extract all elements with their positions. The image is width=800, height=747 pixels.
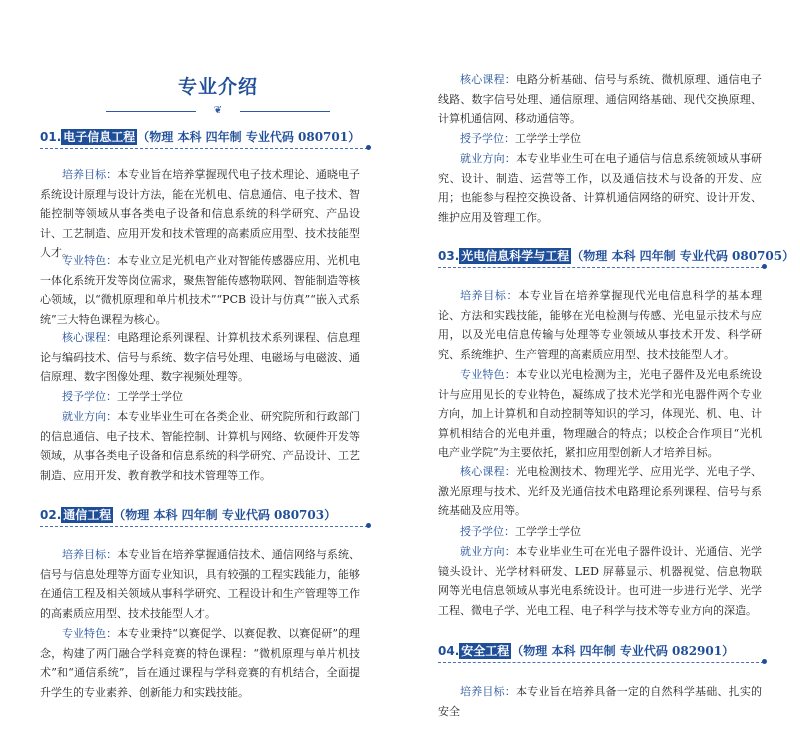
section-divider xyxy=(438,267,764,268)
section-number: 04. xyxy=(438,644,460,658)
paragraph-features xyxy=(438,365,762,463)
para-label: 专业特色： xyxy=(62,254,118,267)
paragraph-training-goal xyxy=(40,165,360,263)
major-meta: （物理 本科 四年制 专业代码 080701） xyxy=(137,130,361,144)
para-text: 本专业毕业生可在各类企业、研究院所和行政部门的信息通信、电子技术、智能控制、计算机与网络、软硬件开发等领域，从事各类电子设备和信息系统的科学研究、产品设计、工艺制造、应用开发、教育教学和技术管理等工作。 xyxy=(40,410,361,482)
flourish-icon: ❦ xyxy=(213,105,223,116)
para-label: 培养目标： xyxy=(460,685,516,698)
para-text: 本专业以光电检测为主，光电子器件及光电系统设计与应用见长的专业特色，凝练成了技术光学和光电器件两个专业方向，加上计算机和自动控制等知识的学习，体现光、机、电、计算机相结合的光电并重，物理融合的特点；以校企合作项目“光机电产业学院”为主要依托，紧扣应用型创新人才培养目标。 xyxy=(438,368,763,460)
paragraph-career xyxy=(438,542,762,620)
para-text: 本专业旨在培养掌握现代电子技术理论、通晓电子系统设计原理与设计方法，能在光机电、信息通信、电子技术、智能控制等领域从事各类电子设备和信息系统的科学研究、产品设计、工艺制造、应用开发和技术管理的高素质应用型、技术技能型人才。 xyxy=(40,168,361,260)
section-header-02 xyxy=(40,506,368,526)
para-text: 本专业秉持“以赛促学、以赛促教、以赛促研”的理念，构建了两门融合学科竞赛的特色课程：“微机原理与单片机技术”和“通信系统”，旨在通过课程与学科竞赛的有机结合，全面提升学生的专业素养、创新能力和实践技能。 xyxy=(40,627,360,699)
para-label: 授予学位： xyxy=(460,525,515,538)
para-text: 本专业毕业生可在光电子器件设计、光通信、光学镜头设计、光学材料研发、LED 屏幕显示、机器视觉、信息物联网等光电信息领域从事光电系统设计。也可进一步进行光学、光学工程、微电子学、光电工程、电子科学与技术等专业方向的深造。 xyxy=(438,545,763,617)
major-meta: （物理 本科 四年制 专业代码 082901） xyxy=(511,644,735,658)
para-label: 培养目标： xyxy=(62,168,118,181)
paragraph-degree xyxy=(438,129,762,149)
para-label: 就业方向： xyxy=(62,410,118,423)
paragraph-degree xyxy=(40,387,360,407)
major-name: 电子信息工程 xyxy=(63,130,136,144)
page-title-block xyxy=(88,72,348,119)
para-label: 核心课程： xyxy=(460,465,516,478)
para-label: 专业特色： xyxy=(460,368,516,381)
section-divider xyxy=(40,148,368,149)
para-label: 授予学位： xyxy=(460,132,515,145)
para-label: 授予学位： xyxy=(62,390,117,403)
para-text: 工学学士学位 xyxy=(515,525,581,538)
para-label: 培养目标： xyxy=(62,548,118,561)
major-name: 通信工程 xyxy=(63,508,112,522)
title-rule-right xyxy=(240,111,330,112)
para-label: 就业方向： xyxy=(460,152,516,165)
para-text: 本专业旨在培养掌握通信技术、通信网络与系统、信号与信息处理等方面专业知识，具有较强的工程实践能力，能够在通信工程及相关领域从事科学研究、工程设计和生产管理等工作的高素质应用型、技术技能型人才。 xyxy=(40,548,361,620)
para-label: 专业特色： xyxy=(62,627,118,640)
paragraph-features xyxy=(40,251,360,329)
paragraph-training-goal xyxy=(438,682,762,721)
para-text: 本专业毕业生可在电子通信与信息系统领域从事研究、设计、制造、运营等工作，以及通信技术与设备的开发、应用；也能参与程控交换设备、计算机通信网络的研究、设计开发、维护应用及管理工作。 xyxy=(438,152,763,224)
title-rule-left xyxy=(106,111,196,112)
paragraph-core-courses xyxy=(40,328,360,387)
para-text: 光电检测技术、物理光学、应用光学、光电子学、激光原理与技术、光纤及光通信技术电路理论系列课程、信号与系统基础及应用等。 xyxy=(438,465,763,518)
section-number: 03. xyxy=(438,249,460,263)
paragraph-core-courses xyxy=(438,70,762,129)
para-label: 核心课程： xyxy=(460,73,516,86)
para-text: 工学学士学位 xyxy=(515,132,581,145)
paragraph-training-goal xyxy=(40,545,360,623)
paragraph-training-goal xyxy=(438,286,762,364)
title-ornament xyxy=(88,105,348,119)
section-header-04 xyxy=(438,642,764,662)
para-text: 本专业旨在培养具备一定的自然科学基础、扎实的安全 xyxy=(438,685,763,718)
section-divider xyxy=(438,662,764,663)
section-header-01 xyxy=(40,128,368,148)
paragraph-core-courses xyxy=(438,462,762,521)
major-name: 光电信息科学与工程 xyxy=(461,249,570,263)
major-name: 安全工程 xyxy=(461,644,510,658)
section-number: 02. xyxy=(40,508,62,522)
para-text: 本专业旨在培养掌握现代光电信息科学的基本理论、方法和实践技能，能够在光电检测与传感、光电显示技术与应用，以及光电信息传输与处理等专业领域从事技术开发、科学研究、系统维护、生产管理的高素质应用型、技术技能型人才。 xyxy=(438,289,763,361)
page-title: 专业介绍 xyxy=(177,76,258,98)
paragraph-career xyxy=(40,407,360,485)
paragraph-career xyxy=(438,149,762,227)
section-header-03 xyxy=(438,247,795,267)
para-text: 本专业立足光机电产业对智能传感器应用、光机电一体化系统开发等岗位需求，聚焦智能传感物联网、智能制造等核心领域，以“微机原理和单片机技术”“PCB 设计与仿真”“嵌入式系统”三大特色课程为核心。 xyxy=(40,254,361,326)
paragraph-degree xyxy=(438,522,762,542)
para-label: 就业方向： xyxy=(460,545,516,558)
major-meta: （物理 本科 四年制 专业代码 080703） xyxy=(113,508,337,522)
section-number: 01. xyxy=(40,130,62,144)
para-text: 工学学士学位 xyxy=(117,390,183,403)
para-text: 电路理论系列课程、计算机技术系列课程、信息理论与编码技术、信号与系统、数字信号处理、电磁场与电磁波、通信原理、数字图像处理、数字视频处理等。 xyxy=(40,331,361,384)
para-text: 电路分析基础、信号与系统、微机原理、通信电子线路、数字信号处理、通信原理、通信网络基础、现代交换原理、计算机通信网、移动通信等。 xyxy=(438,73,763,126)
para-label: 核心课程： xyxy=(62,331,118,344)
paragraph-features xyxy=(40,624,360,702)
major-meta: （物理 本科 四年制 专业代码 080705） xyxy=(571,249,795,263)
para-label: 培养目标： xyxy=(460,289,519,302)
section-divider xyxy=(40,526,368,527)
